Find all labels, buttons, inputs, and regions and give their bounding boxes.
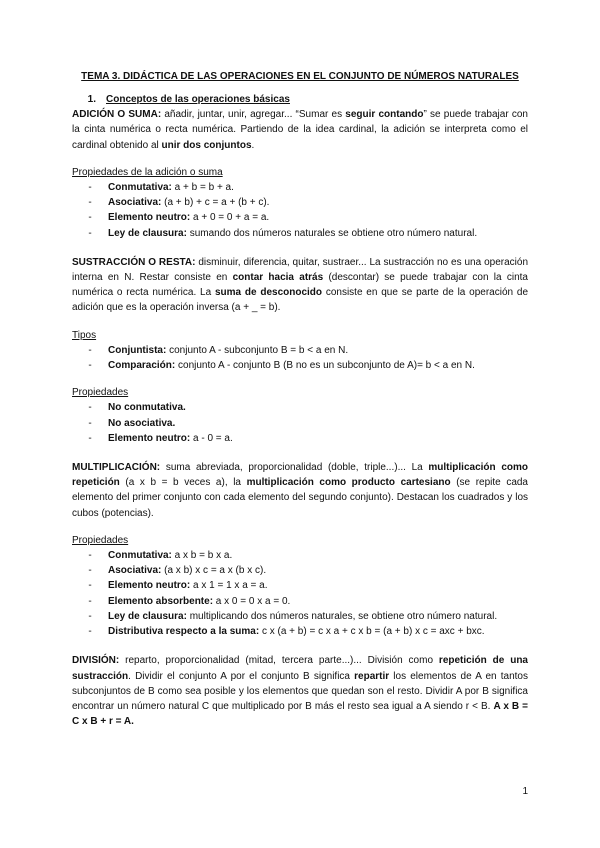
list-item-text: [108, 180, 528, 195]
list-dash-marker: -: [88, 212, 92, 224]
adicion-properties-list: [72, 180, 528, 241]
document-title: TEMA 3. DIDÁCTICA DE LAS OPERACIONES EN EL CONJUNTO DE NÚMEROS NATURALES: [81, 71, 519, 82]
list-item-text: [108, 416, 528, 431]
list-item-text: [108, 563, 528, 578]
list-dash-marker: -: [88, 626, 92, 638]
bold-text: suma de desconocido: [214, 287, 323, 299]
bold-text: Asociativa:: [108, 565, 162, 577]
list-dash-marker: -: [88, 610, 92, 622]
bold-text: ADICIÓN O SUMA:: [72, 109, 162, 121]
list-dash-marker: -: [88, 227, 92, 239]
sustraccion-property-item: [72, 416, 528, 431]
text-run: reparto, proporcionalidad (mitad, tercera parte...)... División como: [119, 655, 439, 667]
text-run: a + 0 = 0 + a = a.: [190, 212, 270, 224]
text-run: (a x b) x c = a x (b x c).: [161, 565, 267, 577]
bold-text: Ley de clausura:: [108, 227, 187, 239]
adicion-property-item: [72, 210, 528, 225]
text-run: (a + b) + c = a + (b + c).: [161, 197, 270, 209]
bold-text: Asociativa:: [108, 197, 162, 209]
bold-text: Conmutativa:: [108, 550, 172, 562]
list-dash-marker: -: [88, 417, 92, 429]
sustraccion-properties-label: Propiedades: [72, 387, 129, 399]
bold-text: Conmutativa:: [108, 182, 172, 194]
list-dash-marker: -: [88, 402, 92, 414]
list-dash-marker: -: [88, 565, 92, 577]
bold-text: No asociativa.: [108, 417, 176, 429]
division-paragraph: [72, 653, 528, 729]
list-item-text: [108, 210, 528, 225]
page-number: 1: [522, 786, 528, 797]
text-run: .: [251, 139, 255, 151]
list-item-text: [108, 609, 528, 624]
list-dash-marker: -: [88, 432, 92, 444]
text-run: los elementos de A en tantos subconjuntos de B como sea posible y los elementos que quedan son el resto. Dividir A por B significa encontrar un número natural C que multiplicado por B más el resto sea igual a A siendo r < B.: [72, 670, 528, 712]
text-run: a x 0 = 0 x a = 0.: [213, 595, 291, 607]
text-run: sumando dos números naturales se obtiene otro número natural.: [186, 227, 478, 239]
multiplicacion-property-item: [72, 624, 528, 639]
text-run: conjunto A - conjunto B (B no es un subconjunto de A)= b < a en N.: [175, 360, 475, 372]
list-item-text: [108, 624, 528, 639]
sustraccion-property-item: [72, 431, 528, 446]
list-dash-marker: -: [88, 182, 92, 194]
list-dash-marker: -: [88, 344, 92, 356]
text-run: consiste en que se parte de la operación de adición que es la operación inversa (a + _ = b).: [72, 287, 529, 314]
adicion-property-item: [72, 195, 528, 210]
text-run: a - 0 = a.: [190, 432, 233, 444]
sustraccion-tipo-item: [72, 358, 528, 373]
bold-text: MULTIPLICACIÓN:: [72, 462, 161, 474]
bold-text: SUSTRACCIÓN O RESTA:: [72, 256, 196, 268]
multiplicacion-property-item: [72, 609, 528, 624]
bold-text: seguir contando: [345, 109, 424, 121]
list-dash-marker: -: [88, 580, 92, 592]
sustraccion-properties-list: [72, 400, 528, 446]
section-title: Conceptos de las operaciones básicas: [106, 94, 290, 105]
list-item-text: [108, 594, 528, 609]
bold-text: Conjuntista:: [108, 344, 167, 356]
multiplicacion-property-item: [72, 548, 528, 563]
sustraccion-tipos-label: Tipos: [72, 329, 97, 341]
text-run: a x 1 = 1 x a = a.: [190, 580, 268, 592]
multiplicacion-paragraph: [72, 460, 528, 521]
bold-text: repartir: [354, 670, 390, 682]
bold-text: repetición de una sustracción: [72, 655, 528, 682]
bold-text: multiplicación como repetición: [72, 462, 528, 489]
bold-text: Distributiva respecto a la suma:: [108, 626, 260, 638]
text-run: conjunto A - subconjunto B = b < a en N.: [166, 344, 349, 356]
bold-text: DIVISIÓN:: [72, 655, 120, 667]
adicion-property-item: [72, 226, 528, 241]
sustraccion-tipos-list: [72, 343, 528, 373]
text-run: a + b = b + a.: [171, 182, 234, 194]
multiplicacion-properties-label: Propiedades: [72, 534, 129, 546]
list-item-text: [108, 195, 528, 210]
list-item-text: [108, 358, 528, 373]
text-run: multiplicando dos números naturales, se obtiene otro número natural.: [186, 610, 498, 622]
list-dash-marker: -: [88, 550, 92, 562]
list-item-text: [108, 400, 528, 415]
bold-text: Comparación:: [108, 360, 176, 372]
bold-text: Elemento neutro:: [108, 212, 191, 224]
list-item-text: [108, 343, 528, 358]
bold-text: Elemento neutro:: [108, 432, 191, 444]
multiplicacion-property-item: [72, 594, 528, 609]
text-run: (descontar) se puede trabajar con la cinta numérica o recta numérica. La: [72, 272, 528, 299]
multiplicacion-properties-list: [72, 548, 528, 639]
text-run: añadir, juntar, unir, agregar... “Sumar es: [161, 109, 346, 121]
bold-text: multiplicación como producto cartesiano: [246, 477, 451, 489]
adicion-properties-label: Propiedades de la adición o suma: [72, 166, 223, 178]
bold-text: A x B = C x B + r = A.: [72, 700, 529, 728]
list-item-text: [108, 431, 528, 446]
text-run: (se repite cada elemento del primer conjunto con cada elemento del segundo conjunto). Destacan los cuadrados y los cubos (potencias).: [72, 477, 528, 519]
sustraccion-tipo-item: [72, 343, 528, 358]
sustraccion-paragraph: [72, 255, 528, 316]
sustraccion-property-item: [72, 400, 528, 415]
bold-text: Elemento absorbente:: [108, 595, 214, 607]
text-run: (a x b = b veces a), la: [119, 477, 247, 489]
section-heading: [72, 92, 528, 107]
text-run: . Dividir el conjunto A por el conjunto B significa: [128, 670, 355, 682]
list-item-text: [108, 548, 528, 563]
bold-text: Ley de clausura:: [108, 610, 187, 622]
text-run: c x (a + b) = c x a + c x b = (a + b) x c = axc + bxc.: [259, 626, 485, 638]
adicion-property-item: [72, 180, 528, 195]
list-dash-marker: -: [88, 197, 92, 209]
multiplicacion-property-item: [72, 563, 528, 578]
bold-text: No conmutativa.: [108, 402, 186, 414]
section-number: 1.: [87, 94, 96, 105]
adicion-paragraph: [72, 107, 528, 153]
text-run: disminuir, diferencia, quitar, sustraer... La sustracción no es una operación interna en N. Restar consiste en: [72, 256, 529, 284]
list-item-text: [108, 578, 528, 593]
list-item-text: [108, 226, 528, 241]
list-dash-marker: -: [88, 360, 92, 372]
document-page: [72, 70, 528, 729]
bold-text: contar hacia atrás: [232, 272, 324, 284]
text-run: suma abreviada, proporcionalidad (doble, triple...)... La: [160, 462, 429, 474]
bold-text: unir dos conjuntos: [161, 139, 252, 151]
text-run: ” se puede trabajar con la cinta numérica o recta numérica. Partiendo de la idea cardinal, la adición se interpreta como el cardinal obtenido al: [72, 109, 528, 151]
list-dash-marker: -: [88, 595, 92, 607]
text-run: a x b = b x a.: [171, 550, 233, 562]
multiplicacion-property-item: [72, 578, 528, 593]
bold-text: Elemento neutro:: [108, 580, 191, 592]
